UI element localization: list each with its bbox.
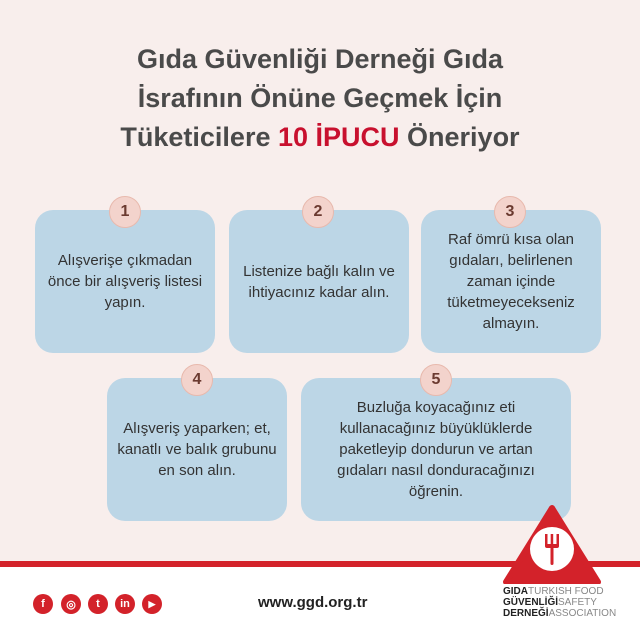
tip-number-badge: 3 bbox=[494, 196, 526, 228]
tip-text: Raf ömrü kısa olan gıdaları, belirlenen zaman içinde tüketmeyecekseniz almayın. bbox=[447, 231, 575, 332]
tip-number-badge: 5 bbox=[420, 364, 452, 396]
twitter-icon[interactable]: t bbox=[88, 594, 108, 614]
page-title bbox=[0, 40, 640, 157]
youtube-icon[interactable]: ▶ bbox=[142, 594, 162, 614]
title-line-1: Gıda Güvenliği Derneği Gıda bbox=[136, 44, 504, 74]
linkedin-icon[interactable]: in bbox=[115, 594, 135, 614]
association-logo-text: GIDATURKISH FOOD GÜVENLİĞİSAFETY DERNEĞİASSOCIATION bbox=[503, 586, 617, 619]
tip-number-badge: 1 bbox=[109, 196, 141, 228]
tip-card-1 bbox=[35, 210, 215, 353]
website-link[interactable]: www.ggd.org.tr bbox=[258, 594, 368, 611]
warning-triangle-logo-icon bbox=[502, 504, 602, 584]
tip-text: Alışveriş yaparken; et, kanatlı ve balık grubunu en son alın. bbox=[117, 420, 277, 479]
tip-card-4 bbox=[107, 378, 287, 521]
tip-text: Buzluğa koyacağınız eti kullanacağınız büyüklüklerde paketleyip dondurun ve artan gıdaları nasıl donduracağınızı öğrenin. bbox=[337, 399, 535, 500]
tip-number-badge: 4 bbox=[181, 364, 213, 396]
instagram-icon[interactable]: ◎ bbox=[61, 594, 81, 614]
title-line-3: Tüketicilere 10 İPUCU Öneriyor bbox=[120, 122, 520, 152]
title-highlight: 10 İPUCU bbox=[277, 122, 400, 152]
tip-text: Alışverişe çıkmadan önce bir alışveriş listesi yapın. bbox=[47, 252, 203, 311]
facebook-icon[interactable]: f bbox=[33, 594, 53, 614]
tip-card-3 bbox=[421, 210, 601, 353]
title-line-2: İsrafının Önüne Geçmek İçin bbox=[137, 83, 503, 113]
tip-card-2 bbox=[229, 210, 409, 353]
tip-card-5 bbox=[301, 378, 571, 521]
tip-text: Listenize bağlı kalın ve ihtiyacınız kadar alın. bbox=[243, 262, 395, 301]
tip-number-badge: 2 bbox=[302, 196, 334, 228]
